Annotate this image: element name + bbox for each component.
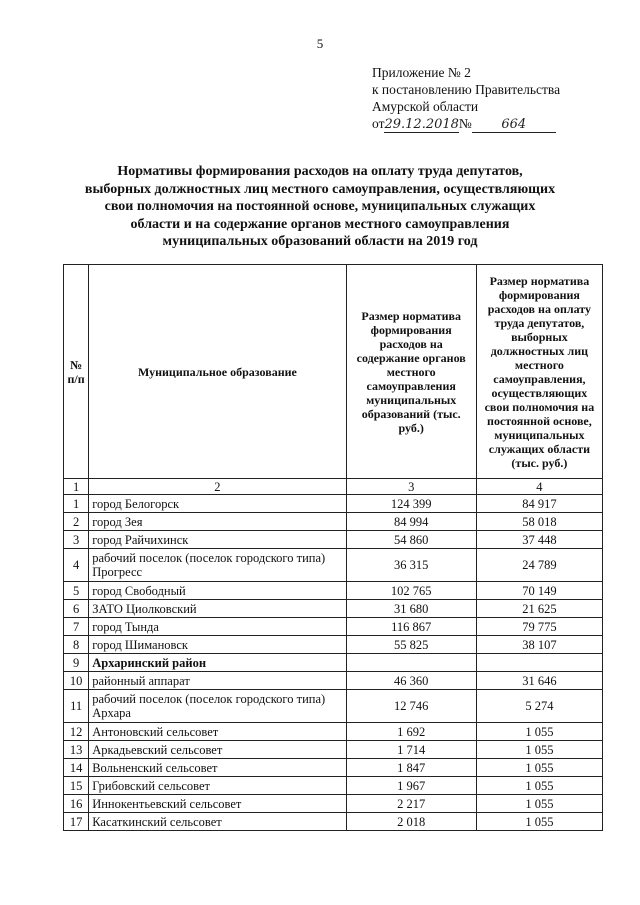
row-name-cell: рабочий поселок (поселок городского типа) Прогресс — [89, 549, 346, 582]
number-value: 664 — [472, 118, 556, 133]
row-name-cell: город Свободный — [89, 582, 346, 600]
row-name-cell: город Белогорск — [89, 495, 346, 513]
row-col3-cell: 1 714 — [346, 741, 476, 759]
appendix-line-3: Амурской области — [372, 99, 479, 114]
row-num-cell: 10 — [64, 672, 89, 690]
row-col3-cell — [346, 654, 476, 672]
row-num-cell: 16 — [64, 795, 89, 813]
table-row — [64, 777, 603, 795]
appendix-line-1: Приложение № 2 — [372, 65, 471, 80]
row-name-cell: Аркадьевский сельсовет — [89, 741, 346, 759]
row-num-cell: 6 — [64, 600, 89, 618]
appendix-block — [372, 64, 560, 133]
row-col3-cell: 1 967 — [346, 777, 476, 795]
row-num-cell: 11 — [64, 690, 89, 723]
row-col3-cell: 12 746 — [346, 690, 476, 723]
row-col4-cell: 5 274 — [476, 690, 602, 723]
row-name-cell: город Шимановск — [89, 636, 346, 654]
table-row — [64, 813, 603, 831]
row-col4-cell: 1 055 — [476, 723, 602, 741]
row-num-cell: 4 — [64, 549, 89, 582]
row-col4-cell: 1 055 — [476, 795, 602, 813]
row-col3-cell: 55 825 — [346, 636, 476, 654]
row-name-cell: рабочий поселок (поселок городского типа) Архара — [89, 690, 346, 723]
row-name-cell: Вольненский сельсовет — [89, 759, 346, 777]
date-prefix: от — [372, 116, 385, 131]
row-col4-cell: 1 055 — [476, 759, 602, 777]
title-line-3: свои полномочия на постоянной основе, муниципальных служащих — [104, 199, 536, 214]
row-num-cell: 5 — [64, 582, 89, 600]
title-line-1: Нормативы формирования расходов на оплату труда депутатов, — [117, 164, 523, 179]
row-col4-cell: 38 107 — [476, 636, 602, 654]
appendix-date-line — [372, 115, 560, 133]
row-col3-cell: 36 315 — [346, 549, 476, 582]
document-title — [60, 163, 580, 251]
row-num-cell: 14 — [64, 759, 89, 777]
appendix-line-2: к постановлению Правительства — [372, 82, 561, 97]
row-col3-cell: 102 765 — [346, 582, 476, 600]
row-num-cell: 3 — [64, 531, 89, 549]
row-num-cell: 8 — [64, 636, 89, 654]
row-col4-cell: 37 448 — [476, 531, 602, 549]
row-col4-cell: 79 775 — [476, 618, 602, 636]
row-name-cell: город Райчихинск — [89, 531, 346, 549]
row-col4-cell: 1 055 — [476, 741, 602, 759]
table-row — [64, 600, 603, 618]
table-row — [64, 654, 603, 672]
table-row — [64, 513, 603, 531]
title-line-5: муниципальных образований области на 2019 год — [162, 234, 478, 249]
row-col3-cell: 2 217 — [346, 795, 476, 813]
row-col4-cell: 58 018 — [476, 513, 602, 531]
table-row — [64, 549, 603, 582]
norms-table — [63, 264, 603, 831]
row-col3-cell: 1 847 — [346, 759, 476, 777]
row-col4-cell: 70 149 — [476, 582, 602, 600]
table-row — [64, 618, 603, 636]
row-name-cell: Иннокентьевский сельсовет — [89, 795, 346, 813]
header-row — [64, 265, 603, 479]
index-cell: 2 — [89, 479, 346, 495]
table-row — [64, 690, 603, 723]
row-col4-cell: 24 789 — [476, 549, 602, 582]
index-cell: 3 — [346, 479, 476, 495]
table-row — [64, 795, 603, 813]
row-col4-cell: 21 625 — [476, 600, 602, 618]
header-num: № п/п — [64, 265, 89, 479]
row-num-cell: 15 — [64, 777, 89, 795]
row-col3-cell: 124 399 — [346, 495, 476, 513]
row-col4-cell: 84 917 — [476, 495, 602, 513]
table-row — [64, 741, 603, 759]
table-row — [64, 495, 603, 513]
number-prefix: № — [458, 116, 472, 131]
row-col4-cell: 1 055 — [476, 813, 602, 831]
row-num-cell: 1 — [64, 495, 89, 513]
row-col3-cell: 31 680 — [346, 600, 476, 618]
row-col3-cell: 54 860 — [346, 531, 476, 549]
row-col3-cell: 1 692 — [346, 723, 476, 741]
table-row — [64, 723, 603, 741]
row-col4-cell: 1 055 — [476, 777, 602, 795]
table-row — [64, 759, 603, 777]
row-col3-cell: 46 360 — [346, 672, 476, 690]
row-name-cell: Антоновский сельсовет — [89, 723, 346, 741]
table-row — [64, 636, 603, 654]
page-number: 5 — [316, 36, 324, 51]
row-col4-cell — [476, 654, 602, 672]
row-num-cell: 7 — [64, 618, 89, 636]
row-name-cell: ЗАТО Циолковский — [89, 600, 346, 618]
row-name-cell: город Тында — [89, 618, 346, 636]
row-col3-cell: 84 994 — [346, 513, 476, 531]
table-body — [64, 479, 603, 831]
table-row — [64, 672, 603, 690]
row-name-cell: районный аппарат — [89, 672, 346, 690]
header-col3: Размер норматива формирования расходов на содержание органов местного самоуправления муниципальных образований (тыс. руб.) — [346, 265, 476, 479]
row-name-cell: Архаринский район — [89, 654, 346, 672]
row-num-cell: 17 — [64, 813, 89, 831]
row-num-cell: 13 — [64, 741, 89, 759]
row-col4-cell: 31 646 — [476, 672, 602, 690]
row-num-cell: 12 — [64, 723, 89, 741]
index-cell: 1 — [64, 479, 89, 495]
title-line-4: области и на содержание органов местного самоуправления — [130, 216, 510, 232]
index-cell: 4 — [476, 479, 602, 495]
row-col3-cell: 2 018 — [346, 813, 476, 831]
table-row — [64, 582, 603, 600]
table-row — [64, 531, 603, 549]
row-name-cell: Касаткинский сельсовет — [89, 813, 346, 831]
row-name-cell: Грибовский сельсовет — [89, 777, 346, 795]
row-col3-cell: 116 867 — [346, 618, 476, 636]
date-value: 29.12.2018 — [384, 117, 459, 132]
row-name-cell: город Зея — [89, 513, 346, 531]
row-num-cell: 9 — [64, 654, 89, 672]
header-col4: Размер норматива формирования расходов на оплату труда депутатов, выборных должностных лиц местного самоуправления, осуществляющих свои полномочия на постоянной основе, муниципальных служащих области (тыс. руб.) — [476, 265, 602, 479]
title-line-2: выборных должностных лиц местного самоуправления, осуществляющих — [84, 181, 556, 197]
row-num-cell: 2 — [64, 513, 89, 531]
index-row — [64, 479, 603, 495]
header-name: Муниципальное образование — [89, 265, 346, 479]
